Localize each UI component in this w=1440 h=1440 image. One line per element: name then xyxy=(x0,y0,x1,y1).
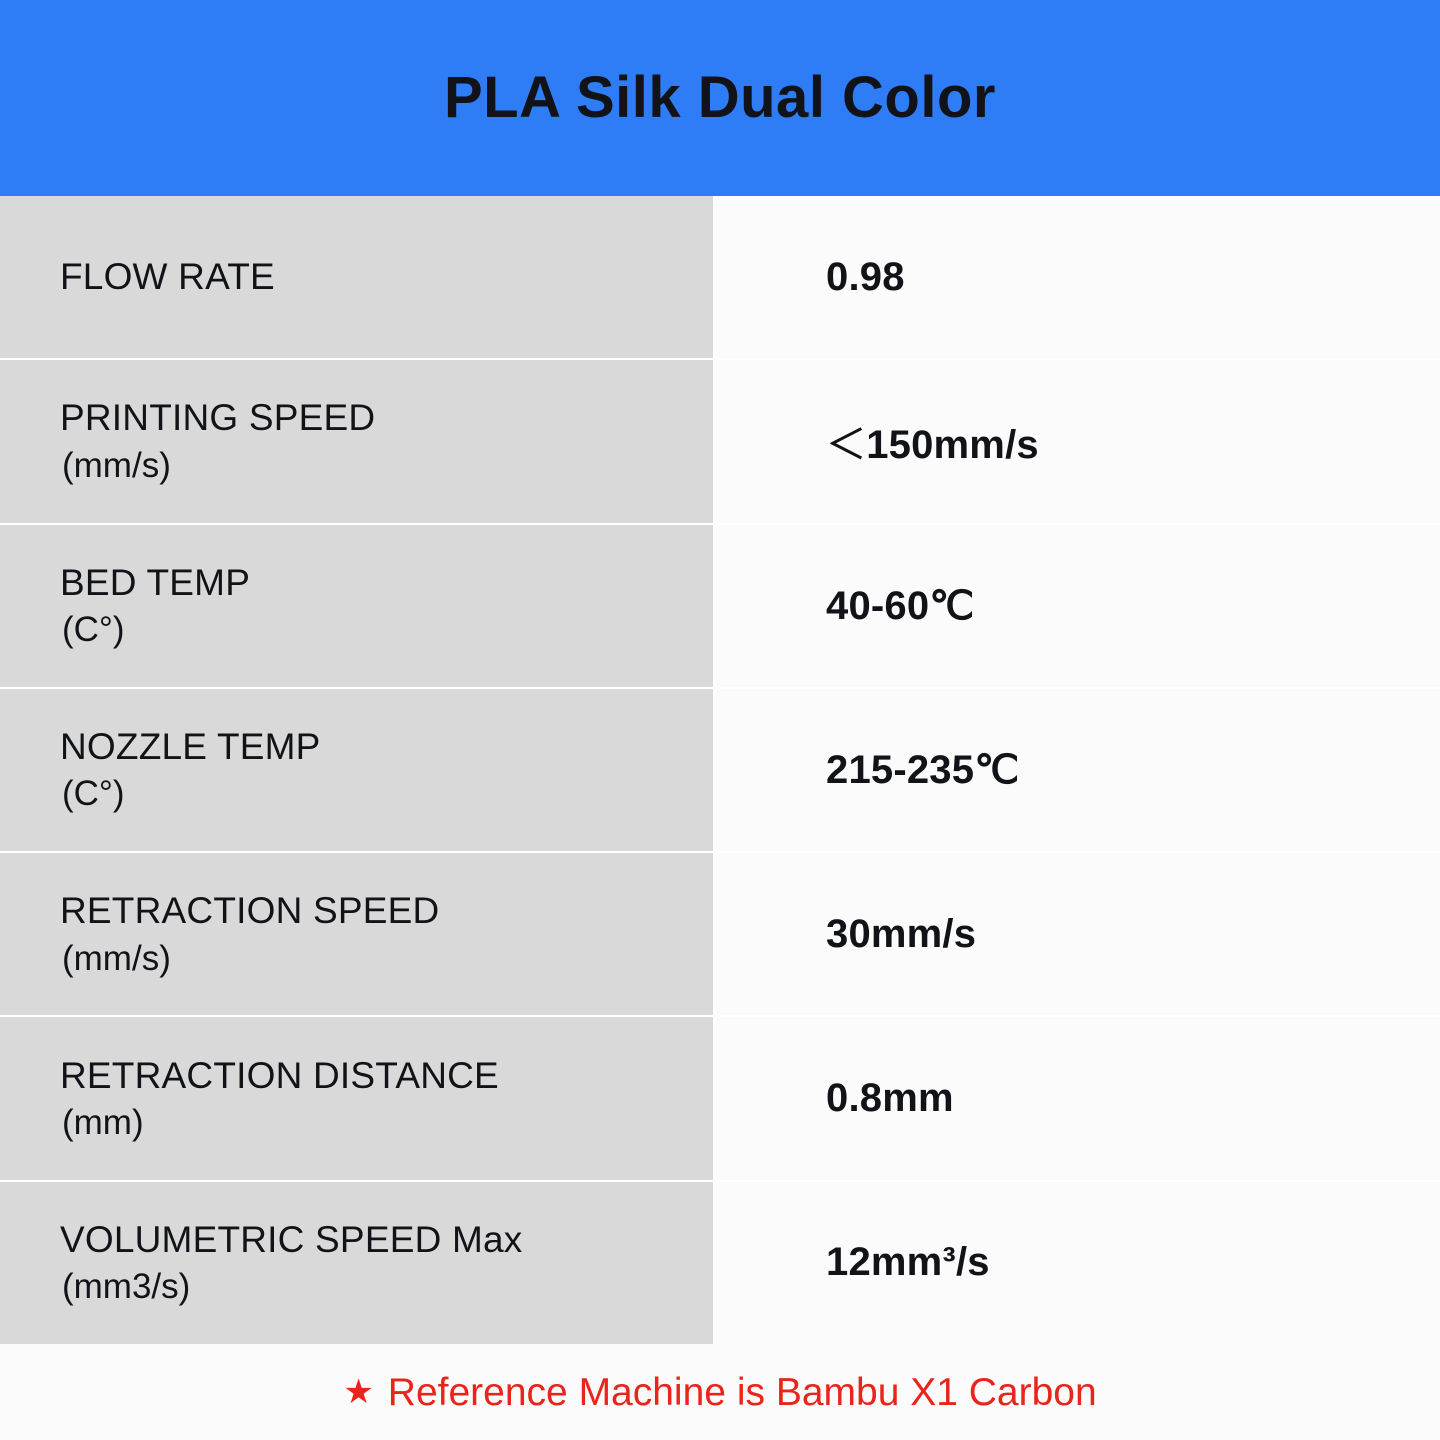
reference-machine-note: Reference Machine is Bambu X1 Carbon xyxy=(387,1370,1097,1414)
table-row xyxy=(0,853,1440,1017)
spec-value-cell xyxy=(716,689,1440,851)
spec-value: 0.8mm xyxy=(826,1076,954,1121)
table-row xyxy=(0,1017,1440,1181)
spec-unit: (mm/s) xyxy=(62,445,171,485)
star-icon: ★ xyxy=(343,1373,374,1411)
spec-value: 12mm³/s xyxy=(826,1240,990,1285)
spec-table xyxy=(0,196,1440,1344)
spec-value: 215-235℃ xyxy=(826,747,1020,792)
spec-value: 40-60℃ xyxy=(826,583,975,628)
table-row xyxy=(0,1182,1440,1344)
spec-label: FLOW RATE xyxy=(60,256,275,298)
spec-label-cell xyxy=(0,360,716,522)
spec-label: RETRACTION SPEED xyxy=(60,890,440,932)
spec-unit: (mm) xyxy=(62,1102,144,1142)
spec-value-cell xyxy=(716,853,1440,1015)
spec-label: VOLUMETRIC SPEED Max xyxy=(60,1218,523,1260)
spec-value: ＜150mm/s xyxy=(826,422,1039,467)
spec-value-cell xyxy=(716,1182,1440,1344)
spec-label-cell xyxy=(0,525,716,687)
spec-value-cell xyxy=(716,196,1440,358)
spec-label-cell xyxy=(0,689,716,851)
spec-label-cell xyxy=(0,853,716,1015)
table-row xyxy=(0,525,1440,689)
spec-value-cell xyxy=(716,1017,1440,1179)
spec-value-cell xyxy=(716,360,1440,522)
spec-unit: (C°) xyxy=(62,774,125,814)
spec-label: PRINTING SPEED xyxy=(60,397,376,439)
spec-label: NOZZLE TEMP xyxy=(60,725,321,767)
page-title: PLA Silk Dual Color xyxy=(444,65,996,130)
table-row xyxy=(0,689,1440,853)
spec-value: 0.98 xyxy=(826,254,905,299)
spec-value-cell xyxy=(716,525,1440,687)
spec-label: RETRACTION DISTANCE xyxy=(60,1054,499,1096)
spec-label-cell xyxy=(0,1017,716,1179)
spec-unit: (mm3/s) xyxy=(62,1267,191,1307)
spec-value: 30mm/s xyxy=(826,911,977,956)
spec-label-cell xyxy=(0,196,716,358)
card-header xyxy=(0,0,1440,196)
card-footer xyxy=(0,1344,1440,1440)
spec-label: BED TEMP xyxy=(60,561,251,603)
spec-unit: (C°) xyxy=(62,609,125,649)
spec-unit: (mm/s) xyxy=(62,938,171,978)
table-row xyxy=(0,360,1440,524)
spec-label-cell xyxy=(0,1182,716,1344)
table-row xyxy=(0,196,1440,360)
